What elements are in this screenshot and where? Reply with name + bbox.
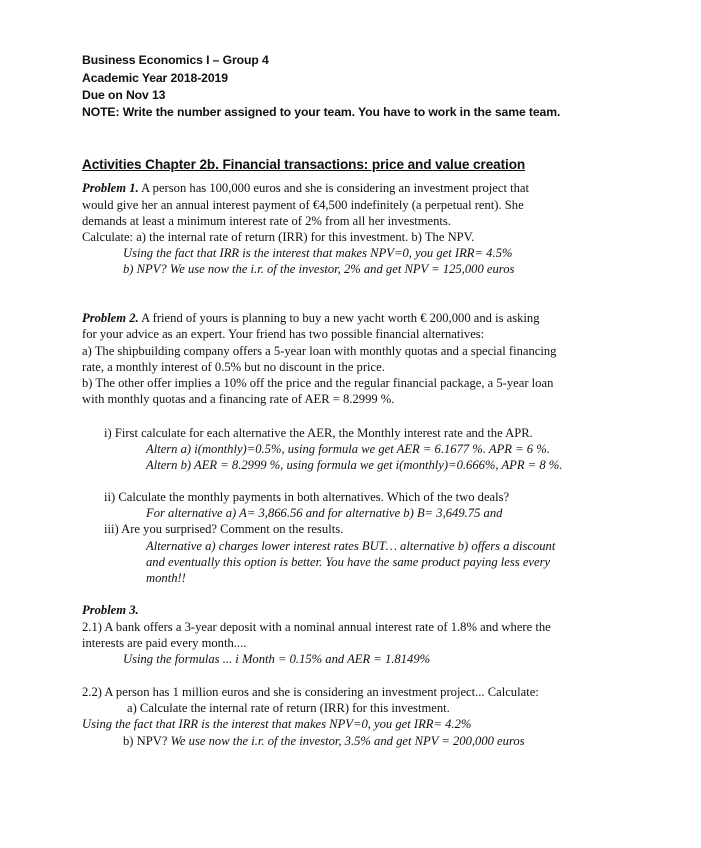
problem-3-1-answer: Using the formulas ... i Month = 0.15% and AER = 1.8149%: [123, 652, 431, 666]
problem-2-answer-iii-2: and eventually this option is better. You have the same product paying less every: [146, 555, 551, 569]
problem-1-line-3: demands at least a minimum interest rate of 2% from all her investments.: [82, 214, 451, 228]
problem-2-line-3: a) The shipbuilding company offers a 5-year loan with monthly quotas and a special financing: [82, 344, 557, 358]
problem-2-answer-iii-3: month!!: [146, 571, 186, 585]
problem-3-2-answer-b: [123, 734, 525, 749]
problem-2-line-6: with monthly quotas and a financing rate of AER = 8.2999 %.: [82, 392, 395, 406]
problem-3-2-line-2: a) Calculate the internal rate of return (IRR) for this investment.: [127, 701, 450, 715]
problem-1-line-2: would give her an annual interest payment of €4,500 indefinitely (a perpetual rent). She: [82, 198, 524, 212]
problem-2-answer-i-a: Altern a) i(monthly)=0.5%, using formula we get AER = 6.1677 %. APR = 6 %.: [146, 442, 550, 456]
course-title: Business Economics I – Group 4: [82, 53, 269, 67]
problem-2-answer-i-b: Altern b) AER = 8.2999 %, using formula we get i(monthly)=0.666%, APR = 8 %.: [146, 458, 563, 472]
problem-2-line-2: for your advice as an expert. Your friend has two possible financial alternatives:: [82, 327, 485, 341]
problem-3-2-b-answer: We use now the i.r. of the investor, 3.5% and get NPV = 200,000 euros: [167, 734, 525, 748]
problem-2-question-i: i) First calculate for each alternative the AER, the Monthly interest rate and the APR.: [104, 426, 533, 440]
problem-3-1-line-1: 2.1) A bank offers a 3-year deposit with a nominal annual interest rate of 1.8% and where the: [82, 620, 551, 634]
problem-2-answer-iii-1: Alternative a) charges lower interest rates BUT… alternative b) offers a discount: [146, 539, 556, 553]
problem-1-line-1: [82, 181, 529, 196]
problem-1-label: Problem 1.: [82, 181, 139, 195]
problem-2-text-1: A friend of yours is planning to buy a new yacht worth € 200,000 and is asking: [138, 311, 540, 325]
problem-2-answer-ii: For alternative a) A= 3,866.56 and for alternative b) B= 3,649.75 and: [146, 506, 503, 520]
team-note: NOTE: Write the number assigned to your team. You have to work in the same team.: [82, 105, 561, 119]
chapter-title: Activities Chapter 2b. Financial transactions: price and value creation: [82, 157, 526, 172]
problem-3-2-answer-a: Using the fact that IRR is the interest that makes NPV=0, you get IRR= 4.2%: [82, 717, 472, 731]
problem-2-question-ii: ii) Calculate the monthly payments in both alternatives. Which of the two deals?: [104, 490, 510, 504]
problem-2-label: Problem 2.: [82, 311, 139, 325]
problem-2-line-5: b) The other offer implies a 10% off the price and the regular financial package, a 5-year loan: [82, 376, 554, 390]
problem-2-question-iii: iii) Are you surprised? Comment on the results.: [104, 522, 344, 536]
problem-2-line-1: [82, 311, 540, 326]
problem-3-1-line-2: interests are paid every month....: [82, 636, 247, 650]
problem-1-text-1: A person has 100,000 euros and she is considering an investment project that: [138, 181, 530, 195]
problem-3-label: Problem 3.: [82, 603, 139, 617]
problem-1-answer-a: Using the fact that IRR is the interest that makes NPV=0, you get IRR= 4.5%: [123, 246, 513, 260]
problem-1-answer-b: b) NPV? We use now the i.r. of the investor, 2% and get NPV = 125,000 euros: [123, 262, 515, 276]
problem-1-line-4: Calculate: a) the internal rate of return (IRR) for this investment. b) The NPV.: [82, 230, 475, 244]
problem-3-2-line-1: 2.2) A person has 1 million euros and she is considering an investment project... Calculate:: [82, 685, 539, 699]
problem-2-line-4: rate, a monthly interest of 0.5% but no discount in the price.: [82, 360, 385, 374]
problem-3-2-b-label: b) NPV?: [123, 734, 168, 748]
due-date: Due on Nov 13: [82, 88, 166, 102]
academic-year: Academic Year 2018-2019: [82, 71, 228, 85]
